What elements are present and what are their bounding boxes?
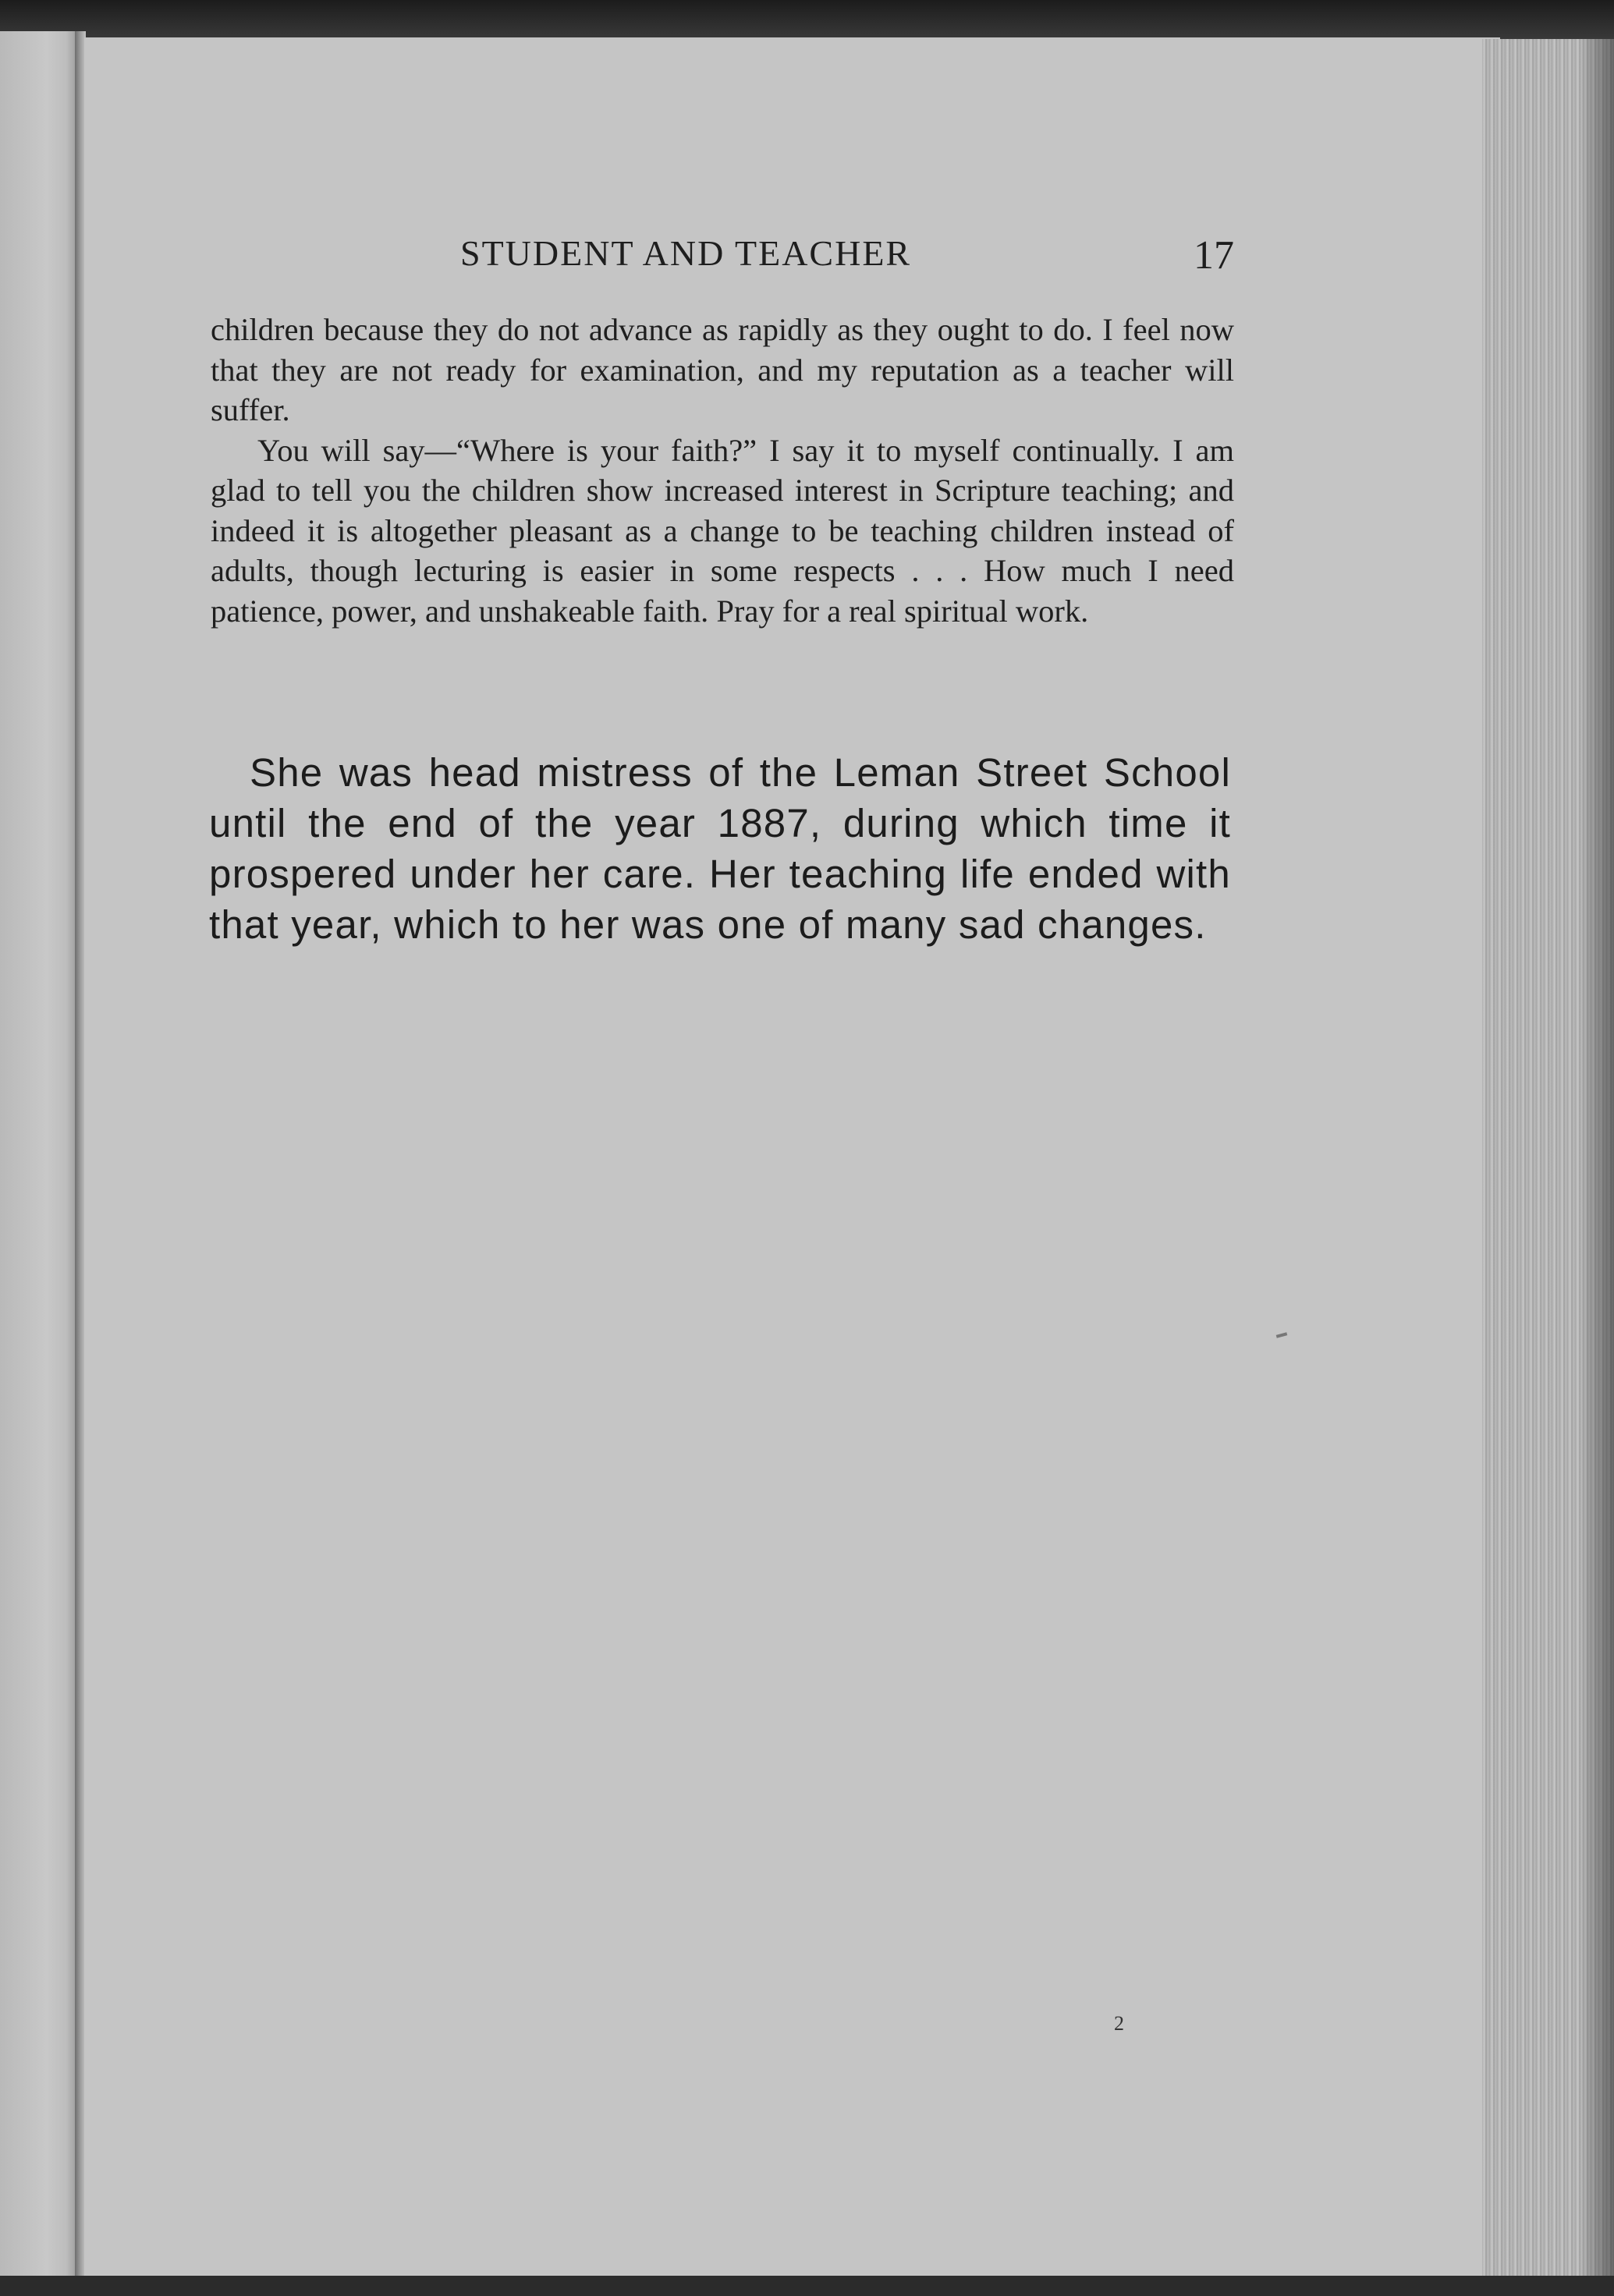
- page-number: 17: [1194, 233, 1234, 278]
- signature-mark: 2: [1114, 2012, 1124, 2035]
- book-top-edge: [0, 0, 1614, 41]
- letter-paragraph: children because they do not advance as rapidly as they ought to do. I feel now that they are not ready for examination, and my reputation as a teacher will suffer.: [211, 312, 1234, 427]
- running-head: STUDENT AND TEACHER: [460, 233, 912, 273]
- letter-paragraph: You will say—“Where is your faith?” I say it to myself continually. I am glad to tell you the children show increased interest in Scripture teaching; and indeed it is altogether pleasant as a change to be teaching children instead of adults, though lecturing is easier in some respects . . . How much I need patience, power, and unshakeable faith. Pray for a real spiritual work.: [211, 432, 1234, 629]
- facing-page-edge: [0, 31, 78, 2277]
- narrative-paragraph: She was head mistress of the Leman Street School until the end of the year 1887, during which time it prospered under her care. Her teaching life ended with that year, which to her was one of many sad changes.: [209, 750, 1231, 947]
- quoted-letter: [211, 310, 1234, 631]
- book-bottom-edge: [0, 2276, 1614, 2296]
- page-stack-edges: [1482, 39, 1614, 2277]
